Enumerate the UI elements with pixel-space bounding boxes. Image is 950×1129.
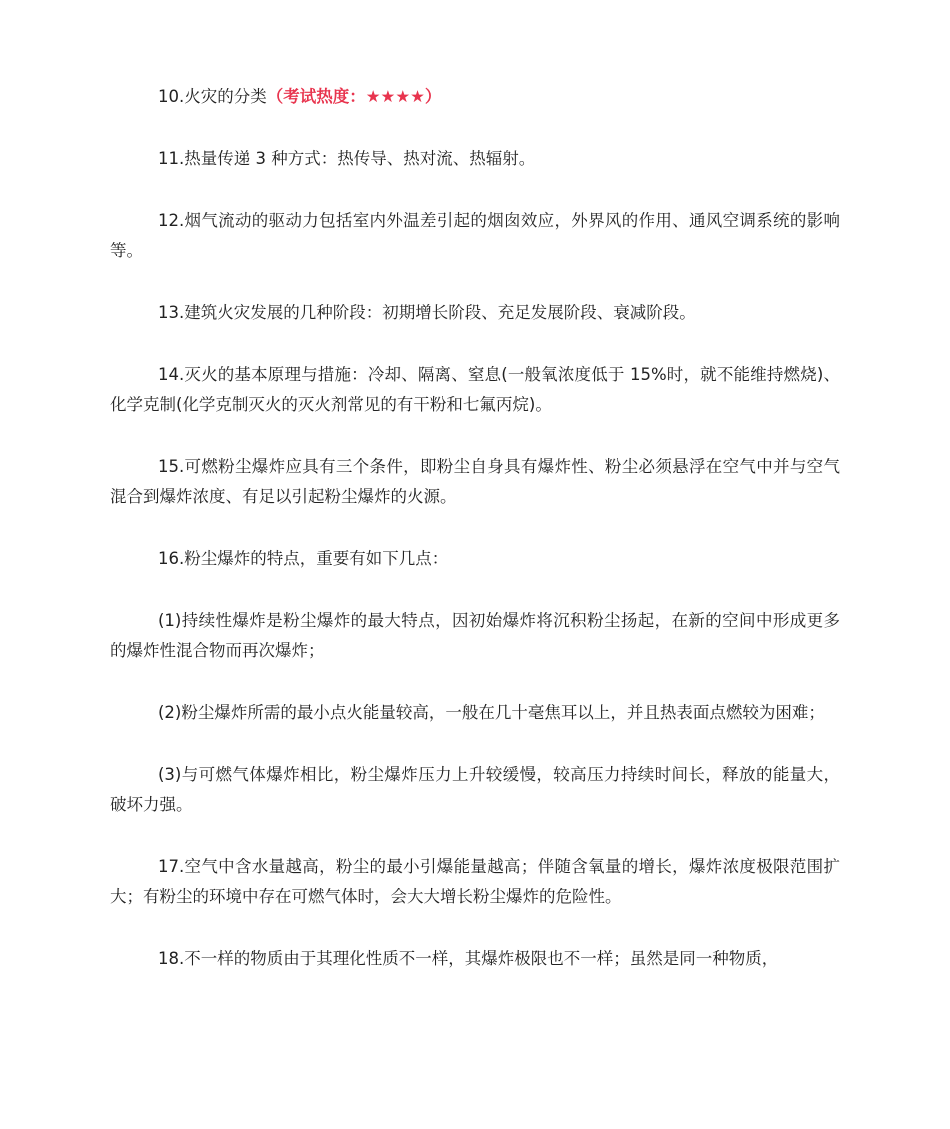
paragraph-feature-2: (2)粉尘爆炸所需的最小点火能量较高，一般在几十毫焦耳以上，并且热表面点燃较为困难；: [158, 703, 825, 722]
paragraph-dust-explosion-conditions: 15.可燃粉尘爆炸应具有三个条件，即粉尘自身具有爆炸性、粉尘必须悬浮在空气中并与空气混合到爆炸浓度、有足以引起粉尘爆炸的火源。: [110, 457, 840, 506]
paragraph-extinguishing-principles: 14.灭火的基本原理与措施：冷却、隔离、窒息(一般氧浓度低于 15%时，就不能维持燃烧)、化学克制(化学克制灭火的灭火剂常见的有干粉和七氟丙烷)。: [110, 365, 840, 414]
document-page: [110, 82, 840, 1006]
paragraph-fire-stages: 13.建筑火灾发展的几种阶段：初期增长阶段、充足发展阶段、衰减阶段。: [158, 303, 696, 322]
paragraph-feature-1: (1)持续性爆炸是粉尘爆炸的最大特点，因初始爆炸将沉积粉尘扬起，在新的空间中形成更多的爆炸性混合物而再次爆炸；: [110, 611, 840, 660]
paragraph-explosion-limits: 18.不一样的物质由于其理化性质不一样，其爆炸极限也不一样；虽然是同一种物质，: [158, 949, 779, 968]
paragraph-moisture-oxygen: 17.空气中含水量越高，粉尘的最小引爆能量越高；伴随含氧量的增长，爆炸浓度极限范围扩大；有粉尘的环境中存在可燃气体时，会大大增长粉尘爆炸的危险性。: [110, 857, 840, 906]
paragraph-heat-transfer: 11.热量传递 3 种方式：热传导、热对流、热辐射。: [158, 149, 536, 168]
paragraph-fire-classification: [110, 82, 840, 112]
exam-heat-highlight: （考试热度：★★★★）: [266, 87, 442, 106]
paragraph-dust-explosion-features: 16.粉尘爆炸的特点，重要有如下几点：: [158, 549, 449, 568]
paragraph-smoke-flow: 12.烟气流动的驱动力包括室内外温差引起的烟囱效应，外界风的作用、通风空调系统的影响等。: [110, 211, 840, 260]
paragraph-text: 10.火灾的分类: [158, 87, 267, 106]
paragraph-feature-3: (3)与可燃气体爆炸相比，粉尘爆炸压力上升较缓慢，较高压力持续时间长，释放的能量大，破坏力强。: [110, 765, 840, 814]
